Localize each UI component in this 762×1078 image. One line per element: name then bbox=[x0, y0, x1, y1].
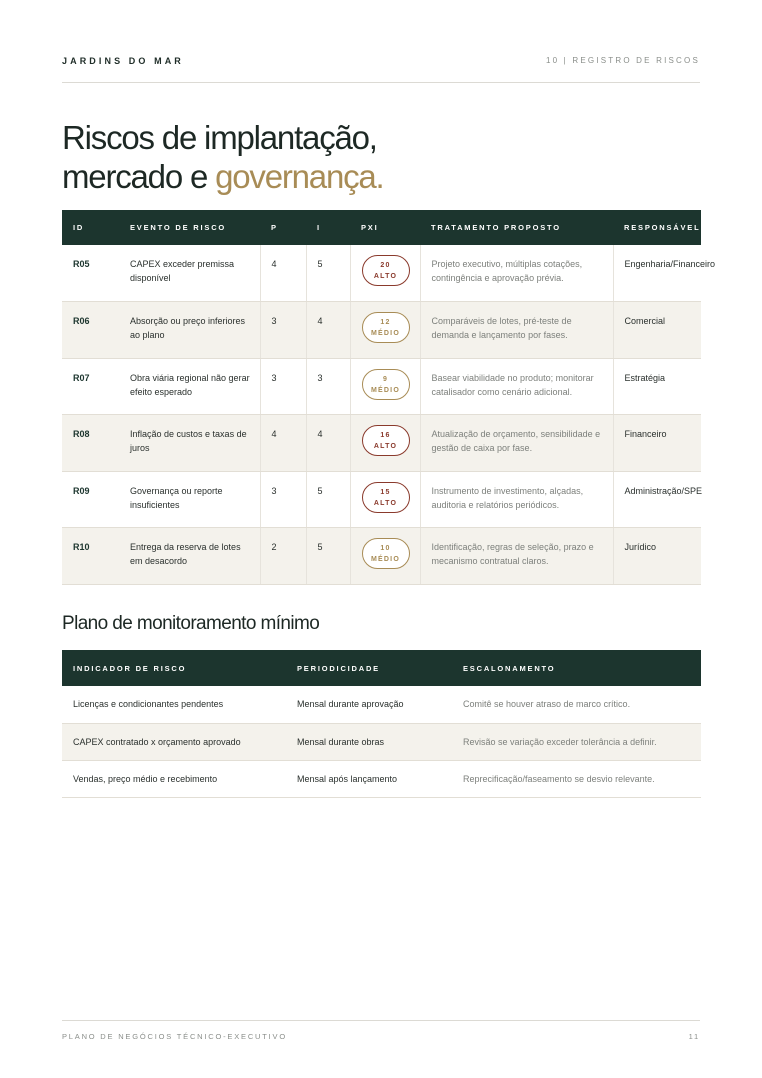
risk-id: R08 bbox=[62, 415, 119, 472]
risk-row bbox=[62, 358, 701, 415]
risk-row bbox=[62, 415, 701, 472]
risk-level: MÉDIO bbox=[371, 330, 400, 337]
risk-level: ALTO bbox=[373, 443, 398, 450]
risk-event: Absorção ou preço inferiores ao plano bbox=[119, 302, 260, 359]
col-header-frequency: PERIODICIDADE bbox=[286, 650, 452, 686]
monitoring-indicator: Vendas, preço médio e recebimento bbox=[62, 760, 286, 797]
page-number: 11 bbox=[688, 1032, 700, 1041]
monitoring-table-header bbox=[62, 650, 701, 686]
page-header bbox=[62, 56, 700, 83]
risk-owner: Financeiro bbox=[613, 415, 701, 472]
risk-id: R07 bbox=[62, 358, 119, 415]
monitoring-table bbox=[62, 650, 701, 798]
risk-score: 15 bbox=[380, 488, 391, 496]
risk-level-badge bbox=[362, 425, 410, 456]
risk-row bbox=[62, 528, 701, 585]
title-accent: governança. bbox=[215, 158, 384, 195]
risk-impact: 5 bbox=[306, 528, 350, 585]
risk-row bbox=[62, 302, 701, 359]
col-header-escalation: ESCALONAMENTO bbox=[452, 650, 701, 686]
title-line-1: Riscos de implantação, bbox=[62, 119, 377, 156]
risk-score: 12 bbox=[380, 319, 391, 326]
risk-level-badge bbox=[362, 312, 410, 343]
risk-level: ALTO bbox=[373, 499, 398, 507]
risk-score: 20 bbox=[380, 262, 391, 269]
risk-event: Inflação de custos e taxas de juros bbox=[119, 415, 260, 472]
risk-probability: 3 bbox=[260, 302, 306, 359]
monitoring-indicator: CAPEX contratado x orçamento aprovado bbox=[62, 723, 286, 760]
risk-treatment: Atualização de orçamento, sensibilidade e gestão de caixa por fase. bbox=[420, 415, 613, 472]
risk-treatment: Comparáveis de lotes, pré-teste de demanda e lançamento por fases. bbox=[420, 302, 613, 359]
risk-event: CAPEX exceder premissa disponível bbox=[119, 245, 260, 302]
risk-pxi-cell bbox=[350, 415, 420, 472]
risk-impact: 4 bbox=[306, 415, 350, 472]
risk-event: Obra viária regional não gerar efeito esperado bbox=[119, 358, 260, 415]
risk-treatment: Projeto executivo, múltiplas cotações, contingência e aprovação prévia. bbox=[420, 245, 613, 302]
risk-owner: Engenharia/Financeiro bbox=[613, 245, 701, 302]
monitoring-frequency: Mensal após lançamento bbox=[286, 760, 452, 797]
risk-row bbox=[62, 471, 701, 528]
risk-treatment: Identificação, regras de seleção, prazo e mecanismo contratual claros. bbox=[420, 528, 613, 585]
risk-probability: 4 bbox=[260, 245, 306, 302]
page-title bbox=[62, 118, 702, 196]
monitoring-row bbox=[62, 760, 701, 797]
col-header-p: P bbox=[260, 210, 306, 245]
risk-pxi-cell bbox=[350, 358, 420, 415]
monitoring-indicator: Licenças e condicionantes pendentes bbox=[62, 686, 286, 723]
col-header-i: I bbox=[306, 210, 350, 245]
col-header-indicator: INDICADOR DE RISCO bbox=[62, 650, 286, 686]
col-header-owner: RESPONSÁVEL bbox=[613, 210, 701, 245]
risk-probability: 2 bbox=[260, 528, 306, 585]
risk-id: R05 bbox=[62, 245, 119, 302]
risk-level: MÉDIO bbox=[371, 386, 400, 394]
col-header-pxi: PXI bbox=[350, 210, 420, 245]
risk-impact: 4 bbox=[306, 302, 350, 359]
monitoring-row bbox=[62, 686, 701, 723]
risk-level-badge bbox=[362, 538, 410, 569]
risk-pxi-cell bbox=[350, 471, 420, 528]
monitoring-escalation: Reprecificação/faseamento se desvio relevante. bbox=[452, 760, 701, 797]
brand-name: JARDINS DO MAR bbox=[62, 56, 184, 66]
page-footer bbox=[62, 1020, 700, 1041]
risk-level: ALTO bbox=[373, 273, 398, 280]
risk-impact: 3 bbox=[306, 358, 350, 415]
risk-score: 16 bbox=[380, 432, 391, 439]
risk-probability: 3 bbox=[260, 471, 306, 528]
monitoring-escalation: Comitê se houver atraso de marco crítico. bbox=[452, 686, 701, 723]
risk-level: MÉDIO bbox=[371, 556, 400, 563]
risk-treatment: Basear viabilidade no produto; monitorar catalisador como cenário adicional. bbox=[420, 358, 613, 415]
col-header-treatment: TRATAMENTO PROPOSTO bbox=[420, 210, 613, 245]
risk-owner: Jurídico bbox=[613, 528, 701, 585]
risk-score: 9 bbox=[382, 375, 389, 383]
risk-pxi-cell bbox=[350, 302, 420, 359]
section-label: 10 | REGISTRO DE RISCOS bbox=[545, 56, 700, 65]
risk-pxi-cell bbox=[350, 245, 420, 302]
risk-id: R06 bbox=[62, 302, 119, 359]
col-header-id: ID bbox=[62, 210, 119, 245]
risk-row bbox=[62, 245, 701, 302]
footer-label: PLANO DE NEGÓCIOS TÉCNICO-EXECUTIVO bbox=[62, 1032, 287, 1041]
col-header-event: EVENTO DE RISCO bbox=[119, 210, 260, 245]
risk-id: R10 bbox=[62, 528, 119, 585]
monitoring-row bbox=[62, 723, 701, 760]
risk-probability: 4 bbox=[260, 415, 306, 472]
monitoring-escalation: Revisão se variação exceder tolerância a definir. bbox=[452, 723, 701, 760]
title-line-2: mercado e bbox=[62, 158, 216, 195]
risk-id: R09 bbox=[62, 471, 119, 528]
risk-table-header bbox=[62, 210, 701, 245]
risk-owner: Administração/SPE bbox=[613, 471, 701, 528]
risk-probability: 3 bbox=[260, 358, 306, 415]
risk-event: Entrega da reserva de lotes em desacordo bbox=[119, 528, 260, 585]
risk-level-badge bbox=[362, 369, 410, 400]
risk-owner: Comercial bbox=[613, 302, 701, 359]
monitoring-frequency: Mensal durante obras bbox=[286, 723, 452, 760]
risk-score: 10 bbox=[380, 545, 391, 552]
risk-treatment: Instrumento de investimento, alçadas, auditoria e relatórios periódicos. bbox=[420, 471, 613, 528]
monitoring-title: Plano de monitoramento mínimo bbox=[62, 613, 320, 634]
risk-level-badge bbox=[362, 482, 410, 513]
risk-impact: 5 bbox=[306, 471, 350, 528]
risk-owner: Estratégia bbox=[613, 358, 701, 415]
risk-level-badge bbox=[362, 255, 410, 286]
risk-register-table bbox=[62, 210, 716, 585]
risk-impact: 5 bbox=[306, 245, 350, 302]
risk-pxi-cell bbox=[350, 528, 420, 585]
risk-event: Governança ou reporte insuficientes bbox=[119, 471, 260, 528]
monitoring-frequency: Mensal durante aprovação bbox=[286, 686, 452, 723]
